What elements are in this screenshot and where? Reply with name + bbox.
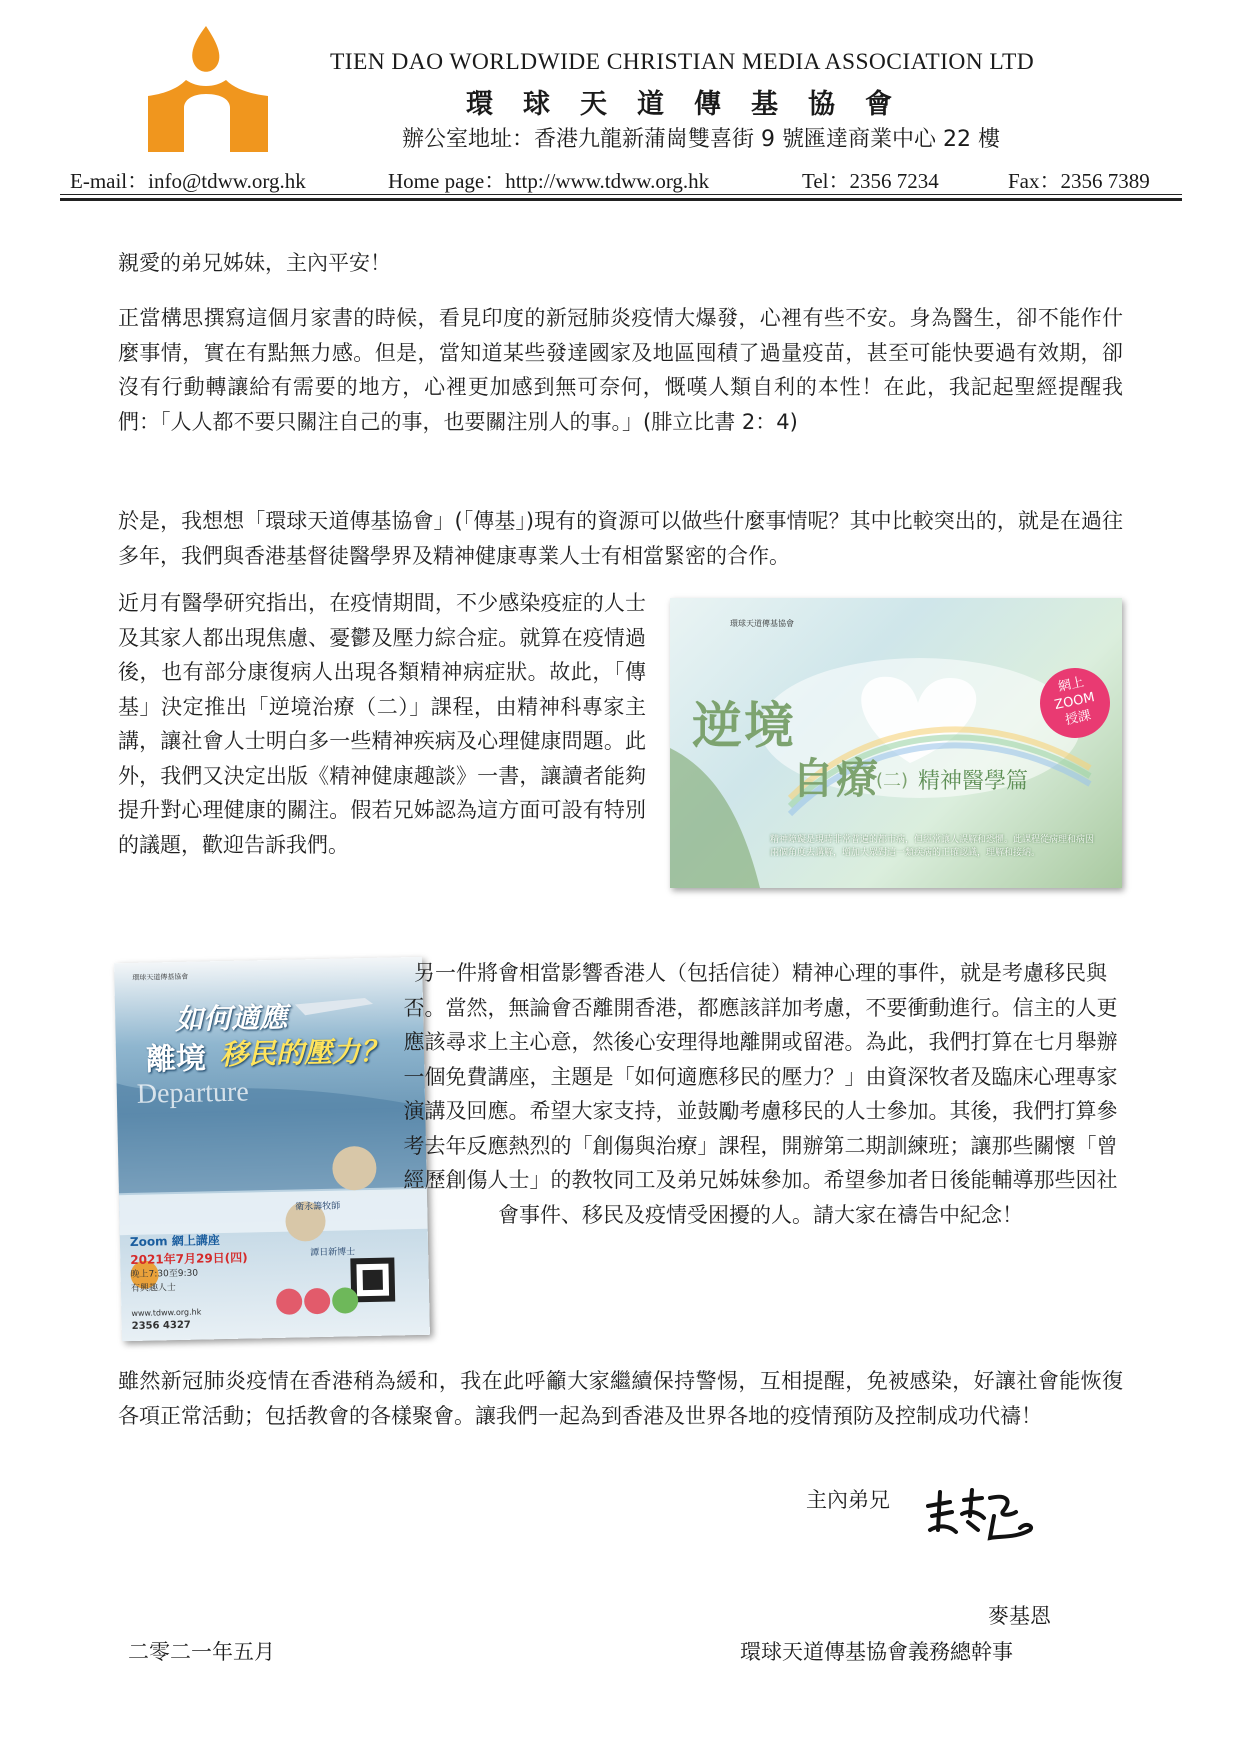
seminar-poster-image [114,957,430,1341]
contact-email[interactable]: E-mail：info@tdww.org.hk [70,169,306,193]
letter-paragraph-2: 於是，我想想「環球天道傳基協會」(「傳基」)現有的資源可以做些什麼事情呢？其中比較突出的，就是在過往多年，我們與香港基督徒醫學界及精神健康專業人士有相當緊密的合作。 [118,509,1123,568]
letter-paragraph-4: 另一件將會相當影響香港人（包括信徒）精神心理的事件，就是考慮移民與否。當然，無論會否離開香港，都應該詳加考慮，不要衝動進行。信主的人更應該尋求上主心意，然後心安理得地離開或留港。為此，我們打算在七月舉辦一個免費講座，主題是「如何適應移民的壓力？」由資深牧者及臨床心理專家演講及回應。希望大家支持，並鼓勵考慮移民的人士參加。其後，我們打算參考去年反應熱烈的「創傷與治療」課程，開辦第二期訓練班；讓那些關懷「曾經歷創傷人士」的教牧同工及弟兄姊妹參加。希望參加者日後能輔導那些因社會事件、移民及疫情受困擾的人。請大家在禱告中紀念！ [403,961,1118,1227]
contact-fax: Fax：2356 7389 [1008,169,1150,193]
handwritten-signature [920,1486,1040,1550]
badge-line-1: 網上 [1056,674,1086,695]
signer-title: 環球天道傳基協會義務總幹事 [740,1640,1013,1664]
poster-date: 2021年7月29日(四) [130,1250,248,1267]
poster-title-line-2b: 移民的壓力？ [219,1034,389,1072]
poster-title-line-1: 如何適應 [174,1000,288,1036]
poster-organizer: 環球天道傳基協會 [730,619,794,628]
poster-title-sub: 自療 [792,754,881,803]
letter-paragraph-5: 雖然新冠肺炎疫情在香港稍為緩和，我在此呼籲大家繼續保持警惕，互相提醒，免被感染，好讓社會能恢復各項正常活動；包括教會的各樣聚會。讓我們一起為到香港及世界各地的疫情預防及控制成功代禱！ [118,1369,1123,1428]
organization-name-chinese: 環球天道傳基協會 [466,89,922,120]
poster-subtitle: 精神醫學篇 [918,769,1029,794]
poster-title-line-2a: 離境 [145,1041,207,1078]
poster-speaker-1: 衛永籌牧師 [295,1201,341,1213]
contact-tel: Tel：2356 7234 [802,169,939,193]
poster-phone: 2356 4327 [131,1319,191,1332]
contact-homepage[interactable]: Home page：http://www.tdww.org.hk [388,169,710,193]
poster-zoom-label: Zoom 網上講座 [129,1233,220,1249]
letter-paragraph-3: 近月有醫學研究指出，在疫情期間，不少感染疫症的人士及其家人都出現焦慮、憂鬱及壓力綜合症。就算在疫情過後，也有部分康復病人出現各類精神病症狀。故此，「傳基」決定推出「逆境治療（二）」課程，由精神科專家主講，讓社會人士明白多一些精神疾病及心理健康問題。此外，我們又決定出版《精神健康趣談》一書，讓讀者能夠提升對心理健康的關注。假若兄姊認為這方面可設有特別的議題，歡迎告訴我們。 [118,591,646,857]
office-address: 辦公室地址：香港九龍新蒲崗雙喜街 9 號匯達商業中心 22 樓 [402,127,1000,152]
course-poster-image [670,598,1122,888]
badge-line-2: ZOOM [1053,689,1097,714]
organization-name-english: TIEN DAO WORLDWIDE CHRISTIAN MEDIA ASSOCIATION LTD [330,49,1035,75]
organization-logo [148,24,268,152]
poster-departure-word: Departure [136,1076,250,1110]
poster-organizer: 環球天道傳基協會 [132,972,189,982]
poster-time: 晚上7:30至9:30 [130,1268,199,1280]
poster-title-main: 逆境 [692,697,796,755]
letter-date: 二零二一年五月 [128,1640,275,1664]
signer-name: 麥基恩 [988,1604,1051,1628]
poster-audience: 有興趣人士 [130,1283,177,1294]
poster-speaker-2: 譚日新博士 [310,1247,356,1259]
poster-description: 精神障礙是現時非常普遍的都市病，但經常讓人誤解和恐懼。此課程從病理和病因兩個角度去講解，增加大眾對這一類疾病的正確認識，理解和接納。 [770,835,1095,858]
header-divider-thick [60,198,1182,201]
badge-line-3: 授課 [1063,708,1093,729]
poster-series-number: (二) [876,770,909,791]
poster-website: www.tdww.org.hk [131,1307,202,1318]
letter-greeting: 親愛的弟兄姊妹，主內平安！ [118,251,391,275]
header-divider [60,194,1182,195]
closing-phrase: 主內弟兄 [806,1488,890,1512]
letter-paragraph-1: 正當構思撰寫這個月家書的時候，看見印度的新冠肺炎疫情大爆發，心裡有些不安。身為醫生，卻不能作什麼事情，實在有點無力感。但是，當知道某些發達國家及地區囤積了過量疫苗，甚至可能快要過有效期，卻沒有行動轉讓給有需要的地方，心裡更加感到無可奈何，慨嘆人類自利的本性！在此，我記起聖經提醒我們：「人人都不要只關注自己的事，也要關注別人的事。」(腓立比書 2：4) [118,306,1123,434]
